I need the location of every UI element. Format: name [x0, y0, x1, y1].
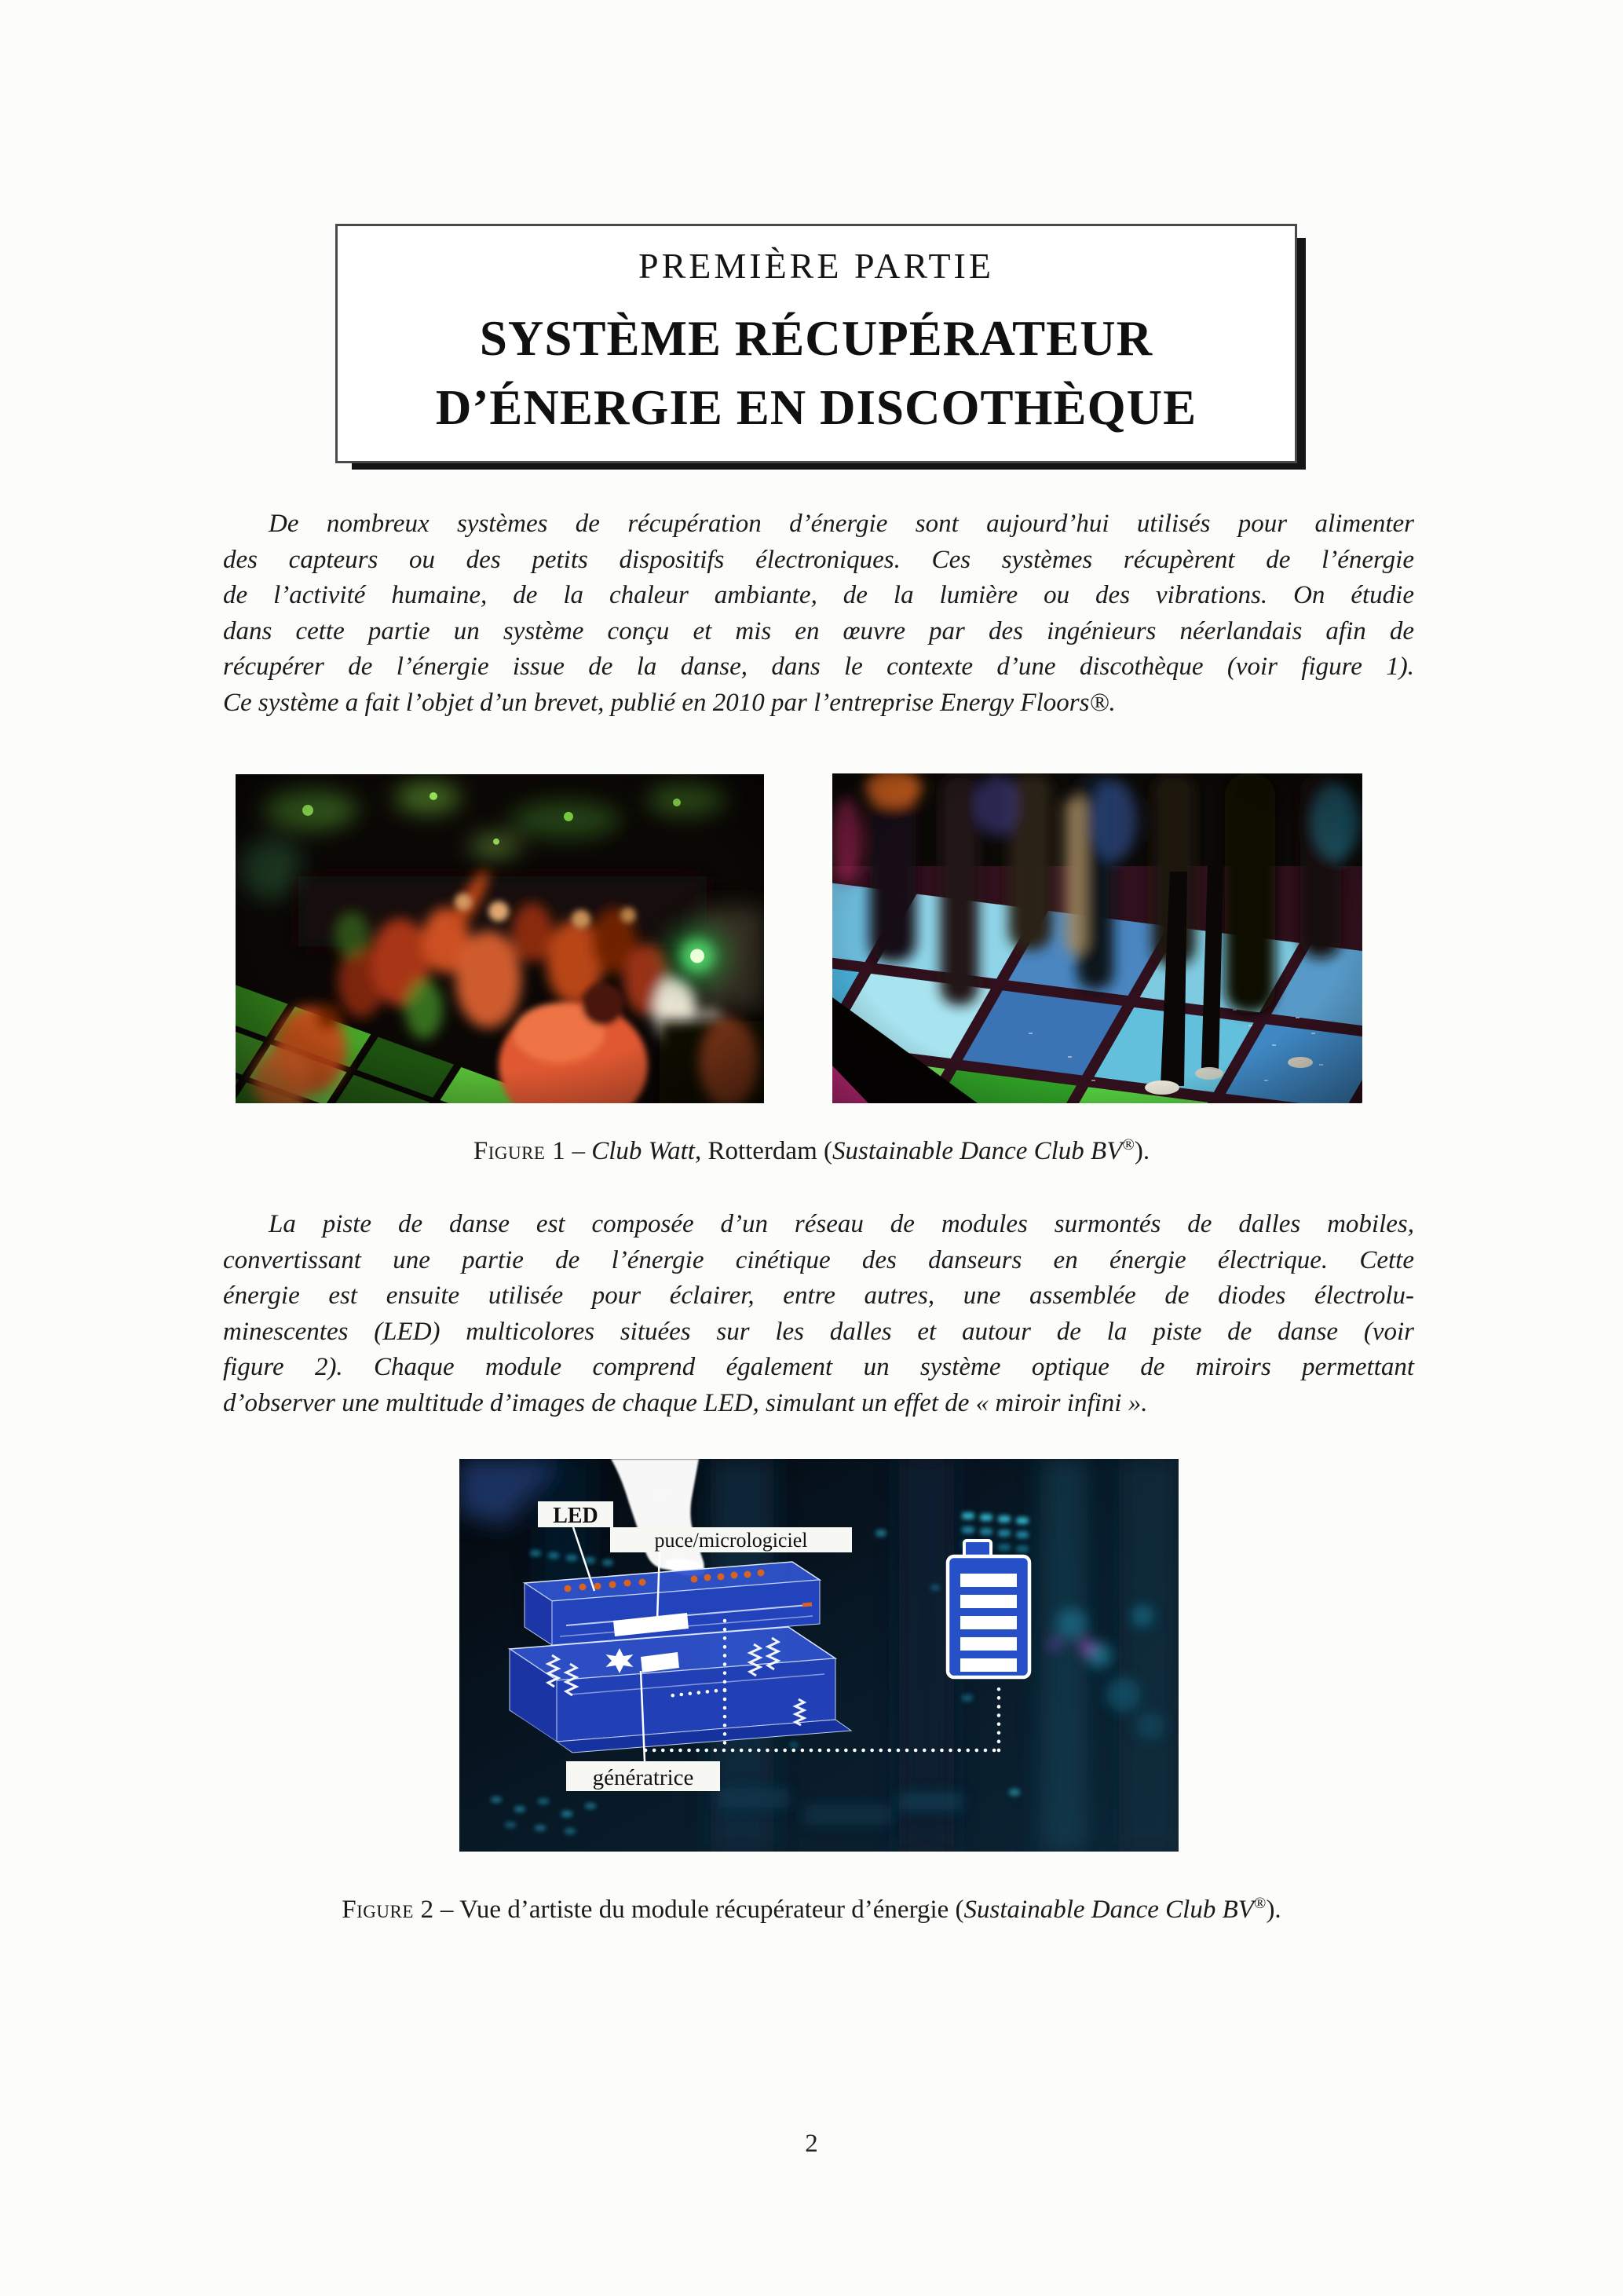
paragraph-line: De nombreux systèmes de récupération d’énergie sont aujourd’hui utilisés pour alimenter: [269, 510, 1414, 538]
registered-mark: ®: [1253, 1895, 1267, 1912]
led-label: [538, 1501, 613, 1528]
paragraph-line: Ce système a fait l’objet d’un brevet, publié en 2010 par l’entreprise Energy Floors®.: [223, 688, 1116, 717]
part-number-heading: PREMIÈRE PARTIE: [638, 246, 994, 286]
caption-italic-company: Sustainable Dance Club BV: [963, 1896, 1254, 1924]
paragraph-line: figure 2). Chaque module comprend également un système optique de miroirs permettant: [223, 1353, 1414, 1381]
part-title-line-1: SYSTÈME RÉCUPÉRATEUR: [479, 311, 1153, 366]
paragraph-line: d’observer une multitude d’images de chaque LED, simulant un effet de « miroir infini ».: [223, 1388, 1148, 1417]
paragraph-line: convertissant une partie de l’énergie cinétique des danseurs en énergie électrique. Cette: [223, 1245, 1414, 1274]
energy-module-box: [510, 1562, 851, 1753]
generator-label: [566, 1761, 720, 1791]
part-title-line-2: D’ÉNERGIE EN DISCOTHÈQUE: [435, 380, 1197, 435]
caption-italic-company: Sustainable Dance Club BV: [832, 1137, 1123, 1165]
caption-end: ).: [1266, 1896, 1281, 1924]
figure-2-caption: [0, 1895, 1623, 1925]
paragraph-line: dans cette partie un système conçu et mis en œuvre par des ingénieurs néerlandais afin de: [223, 616, 1414, 645]
chip-label-text: puce/micrologiciel: [654, 1529, 808, 1552]
caption-italic-club: Club Watt: [591, 1137, 695, 1165]
body-paragraph: [223, 1207, 1414, 1421]
vignette: [236, 774, 764, 1103]
chip-label: [610, 1527, 852, 1552]
paragraph-line: minescentes (LED) multicolores situées sur les dalles et autour de la piste de danse (voir: [223, 1317, 1414, 1346]
dance-floor-photo: [832, 773, 1362, 1103]
paragraph-line: énergie est ensuite utilisée pour éclairer, entre autres, une assemblée de diodes électrolu-: [223, 1281, 1414, 1310]
battery-icon: [948, 1541, 1029, 1677]
paragraph-line: de l’activité humaine, de la chaleur ambiante, de la lumière ou des vibrations. On étudie: [223, 581, 1414, 609]
caption-separator: –: [565, 1137, 592, 1165]
club-crowd-photo: [236, 774, 764, 1103]
caption-end: ).: [1134, 1137, 1150, 1165]
vignette: [832, 773, 1362, 1103]
generator-label-text: génératrice: [592, 1765, 694, 1790]
part-title-box: [335, 224, 1297, 463]
paragraph-line: des capteurs ou des petits dispositifs électroniques. Ces systèmes récupèrent de l’énergie: [223, 545, 1414, 574]
intro-paragraph: [223, 506, 1414, 721]
figure-label: Figure 1: [473, 1137, 566, 1165]
led-label-text: LED: [553, 1504, 598, 1528]
energy-module-illustration: [459, 1459, 1179, 1852]
caption-separator: –: [433, 1896, 460, 1924]
caption-text: , Rotterdam (: [694, 1137, 832, 1165]
registered-mark: ®: [1122, 1136, 1135, 1153]
page-number: 2: [805, 2130, 818, 2158]
figure-1-caption: [0, 1136, 1623, 1166]
figure-label: Figure 2: [342, 1896, 434, 1924]
caption-text: Vue d’artiste du module récupérateur d’énergie (: [459, 1896, 964, 1924]
paragraph-line: La piste de danse est composée d’un réseau de modules surmontés de dalles mobiles,: [269, 1210, 1414, 1238]
paragraph-line: récupérer de l’énergie issue de la danse, dans le contexte d’une discothèque (voir figure 1).: [223, 653, 1414, 681]
